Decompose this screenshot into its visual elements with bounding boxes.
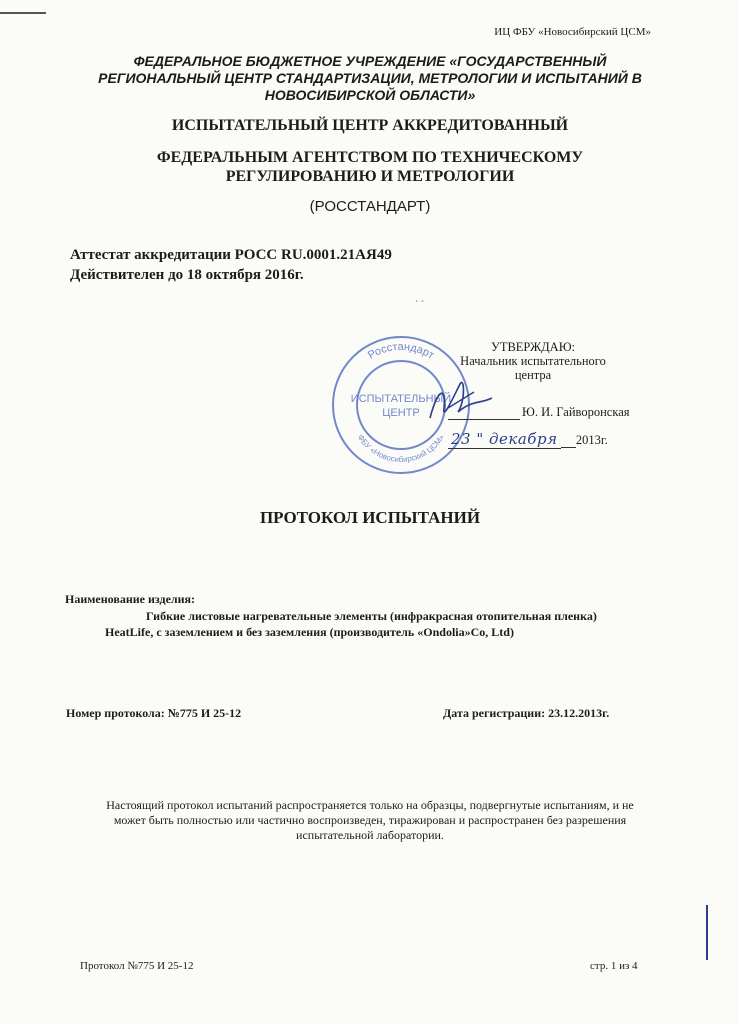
approval-date-handwritten: 23 " декабря (448, 430, 561, 449)
product-description-line-1: Гибкие листовые нагревательные элементы (инфракрасная отопительная пленка) (146, 609, 597, 623)
organization-line-3: НОВОСИБИРСКОЙ ОБЛАСТИ» (264, 87, 476, 103)
product-description-line-2: HeatLife, с заземлением и без заземления (производитель «Ondolia»Co, Ltd) (105, 625, 514, 639)
approve-label: УТВЕРЖДАЮ: (490, 340, 576, 354)
approval-year: 2013г. (575, 433, 608, 447)
svg-text:Росстандарт (366, 341, 436, 362)
approver-position-line-1: Начальник испытательного (460, 354, 606, 368)
scan-dots: ` ` (415, 300, 425, 311)
footer-page-number: стр. 1 из 4 (590, 960, 638, 972)
legal-notice (60, 798, 680, 843)
legal-notice-line-2: может быть полностью или частично воспроизведен, тиражирован и распространен без разрешения (113, 813, 627, 827)
stamp-inner-line-2: ЦЕНТР (382, 407, 420, 419)
accreditation-body-line-2: РЕГУЛИРОВАНИЮ И МЕТРОЛОГИИ (225, 168, 515, 185)
organization-line-1: ФЕДЕРАЛЬНОЕ БЮДЖЕТНОЕ УЧРЕЖДЕНИЕ «ГОСУДАРСТВЕННЫЙ (133, 53, 607, 69)
footer-protocol-number: Протокол №775 И 25-12 (80, 960, 194, 972)
approval-date (448, 430, 608, 448)
stamp-outer-top: Росстандарт (365, 341, 437, 362)
accreditation-body (60, 148, 680, 186)
product-label: Наименование изделия: (65, 592, 196, 606)
protocol-number: Номер протокола: №775 И 25-12 (66, 706, 242, 720)
accreditation-body-line-1: ФЕДЕРАЛЬНЫМ АГЕНТСТВОМ ПО ТЕХНИЧЕСКОМУ (156, 149, 584, 166)
approval-block (448, 340, 618, 382)
header-org-short: ИЦ ФБУ «Новосибирский ЦСМ» (494, 26, 651, 38)
approver-position-line-2: центра (514, 368, 552, 382)
legal-notice-line-3: испытательной лаборатории. (296, 828, 444, 842)
stamp-outer-bottom: ФБУ «Новосибирский ЦСМ» (355, 432, 447, 465)
stamp-inner-line-1: ИСПЫТАТЕЛЬНЫЙ (350, 393, 452, 405)
protocol-title: ПРОТОКОЛ ИСПЫТАНИЙ (259, 508, 481, 527)
organization-name (60, 53, 680, 104)
handwritten-signature (420, 378, 500, 428)
approver-name: Ю. И. Гайворонская (522, 405, 630, 419)
organization-line-2: РЕГИОНАЛЬНЫЙ ЦЕНТР СТАНДАРТИЗАЦИИ, МЕТРОЛОГИИ И ИСПЫТАНИЙ В (98, 70, 642, 86)
legal-notice-line-1: Настоящий протокол испытаний распространяется только на образцы, подвергнутые испытаниям, и не (106, 798, 634, 812)
date-underline (561, 433, 576, 448)
registration-date: Дата регистрации: 23.12.2013г. (443, 706, 610, 720)
center-title: ИСПЫТАТЕЛЬНЫЙ ЦЕНТР АККРЕДИТОВАННЫЙ (171, 117, 569, 134)
rosstandart-label: (РОССТАНДАРТ) (309, 198, 431, 215)
attestation-number: Аттестат аккредитации РОСС RU.0001.21АЯ49 (70, 247, 392, 263)
scan-artifact-dash (0, 12, 46, 14)
pen-mark (706, 905, 708, 960)
attestation-validity: Действителен до 18 октября 2016г. (70, 267, 304, 283)
